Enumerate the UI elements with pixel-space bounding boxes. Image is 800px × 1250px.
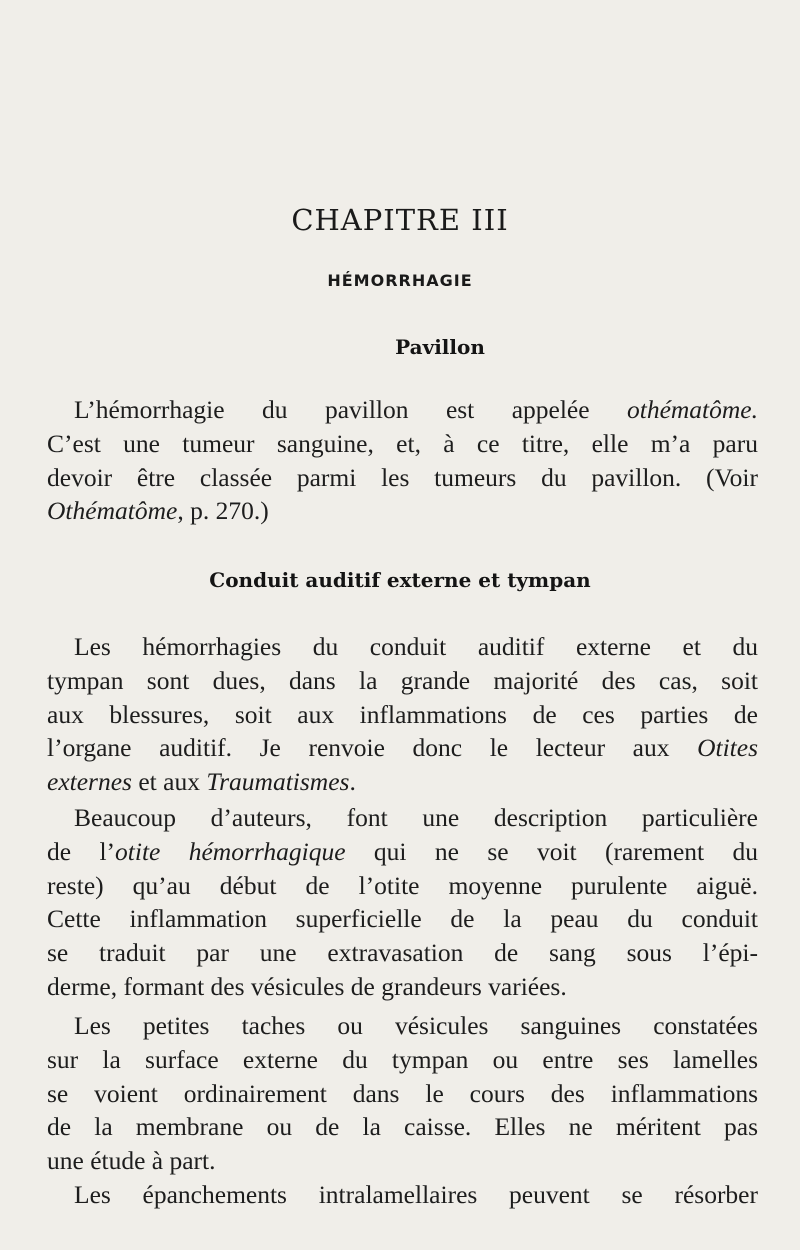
- paragraph-line: derme, formant des vésicules de grandeurs variées.: [47, 971, 567, 1001]
- paragraph-line: devoir être classée parmi les tumeurs du pavillon. (Voir: [47, 462, 758, 492]
- paragraph-line: Cette inflammation superficielle de la peau du conduit: [47, 904, 758, 934]
- paragraph-conduit-4: [47, 1178, 758, 1212]
- paragraph-line: externes et aux Traumatismes.: [47, 767, 356, 797]
- paragraph-line: L’hémorrhagie du pavillon est appelée othématôme.: [74, 395, 758, 424]
- chapter-title: CHAPITRE III: [291, 203, 509, 237]
- paragraph-conduit-2: [47, 801, 758, 1004]
- paragraph-line: de l’otite hémorrhagique qui ne se voit (rarement du: [47, 836, 758, 866]
- paragraph-conduit-3: [47, 1009, 758, 1178]
- paragraph-line: Les petites taches ou vésicules sanguines constatées: [74, 1011, 758, 1040]
- paragraph-line: Les hémorrhagies du conduit auditif externe et du: [74, 632, 758, 661]
- paragraph-line: Othématôme, p. 270.): [47, 496, 269, 526]
- paragraph-line: se traduit par une extravasation de sang sous l’épi-: [47, 938, 758, 968]
- paragraph-line: reste) qu’au début de l’otite moyenne purulente aiguë.: [47, 870, 758, 900]
- paragraph-line: l’organe auditif. Je renvoie donc le lecteur aux Otites: [47, 733, 758, 763]
- paragraph-line: sur la surface externe du tympan ou entre ses lamelles: [47, 1044, 758, 1074]
- paragraph-line: aux blessures, soit aux inflammations de ces parties de: [47, 699, 758, 729]
- paragraph-line: se voient ordinairement dans le cours des inflammations: [47, 1078, 758, 1108]
- paragraph-line: Beaucoup d’auteurs, font une description particulière: [74, 803, 758, 832]
- paragraph-line: tympan sont dues, dans la grande majorité des cas, soit: [47, 665, 758, 695]
- section-heading-conduit: Conduit auditif externe et tympan: [209, 568, 591, 592]
- paragraph-line: C’est une tumeur sanguine, et, à ce titre, elle m’a paru: [47, 428, 758, 458]
- paragraph-conduit-1: [47, 630, 758, 799]
- paragraph-line: une étude à part.: [47, 1146, 216, 1176]
- chapter-subtitle: HÉMORRHAGIE: [327, 271, 473, 290]
- paragraph-pavillon: [47, 393, 758, 528]
- paragraph-line: de la membrane ou de la caisse. Elles ne méritent pas: [47, 1112, 758, 1142]
- section-heading-pavillon: Pavillon: [395, 335, 485, 359]
- paragraph-line: Les épanchements intralamellaires peuvent se résorber: [74, 1180, 758, 1209]
